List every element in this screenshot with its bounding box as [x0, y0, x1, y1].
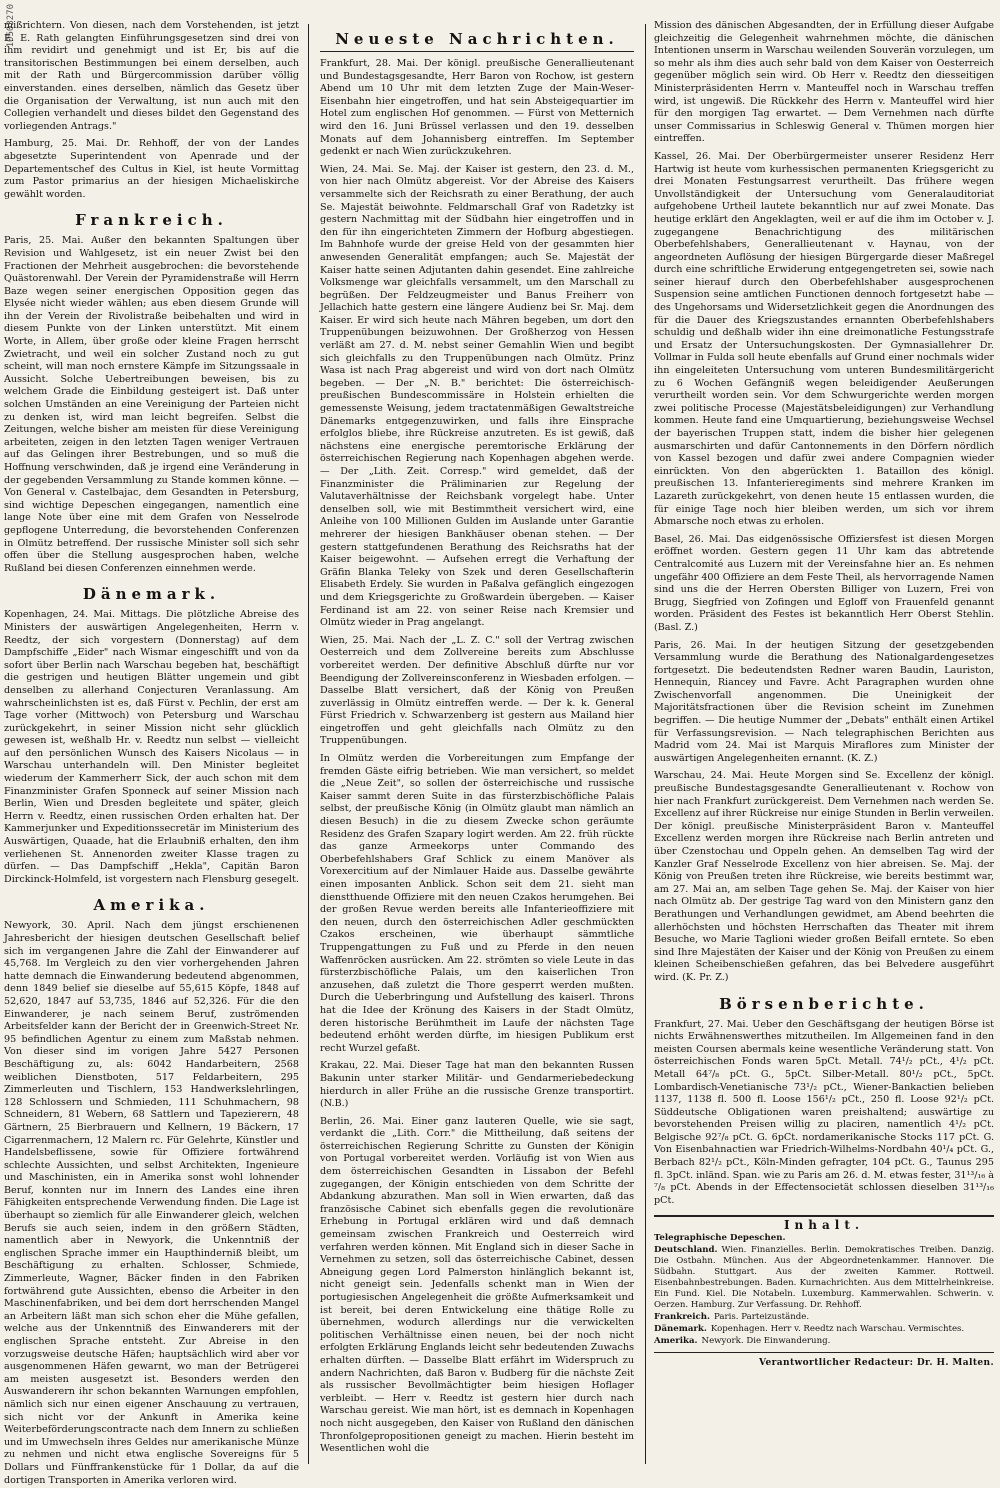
column-rule [308, 24, 309, 1464]
section-heading: Börsenberichte. [719, 994, 929, 1013]
article-paragraph: In Olmütz werden die Vorbereitungen zum Empfange der fremden Gäste eifrig betrieben. Wie man versichert, so meldet die „Neue Zeit", so sollen der österreichische und russische Kaiser sammt deren Suite in das fürsterzbischöfliche Palais selbst, der preußische König (in Olmütz glaubt man nämlich an diesen Besuch) in die zu diesem Zwecke schon geräumte Residenz des Grafen Szapary logirt werden. Am 22. früh rückte das ganze Armeekorps unter Commando des Oberbefehlshabers Graf Schlick zu einem Manöver als Vorexercitium auf der Nimlauer Haide aus. Dasselbe gewährte einen imposanten Anblick. Schon seit dem 21. sieht man dienstthuende Offiziere mit den neuen Czakos herumgehen. Bei der großen Revue werden bereits alle Infanterieoffiziere mit den neuen, durch den österreichischen Adler geschmückten Czakos erscheinen, wie überhaupt sämmtliche Truppengattungen zu Fuß und zu Pferde in den neuen Waffenröcken ausrücken. Am 22. strömten so viele Leute in das fürsterzbischöfliche Palais, um den kaiserlichen Tron anzusehen, daß zuletzt die Thore gesperrt werden mußten. Durch die Ueberbringung und Aufstellung des kaiserl. Throns hat die Idee der Krönung des Kaisers in der Stadt Olmütz, deren historische Berühmtheit im Laufe der nächsten Tage bedeutend erhöht werden dürfte, im hiesigen Publikum erst recht Wurzel gefaßt. [320, 753, 634, 1054]
section-heading: Dänemark. [82, 585, 221, 604]
article-paragraph: Basel, 26. Mai. Das eidgenössische Offiziersfest ist diesen Morgen eröffnet worden. Gestern gegen 11 Uhr kam das abtretende Centralcomité aus Luzern mit der Vereinsfahne hier an. Es nehmen ungefähr 400 Offiziere an dem Feste Theil, als hervorragende Namen sind uns die der Herren Obersten Billiger von Luzern, Frei von Brugg, Siegfried von Zofingen und Egloff von Frauenfeld genannt worden. Präsident des Festes ist bekanntlich Herr Oberst Stehlin. (Basl. Z.) [654, 533, 994, 633]
toc-section-label: Telegraphische Depeschen. [654, 1233, 786, 1244]
toc-entries: Kopenhagen. Herr v. Reedtz nach Warschau. Vermischtes. [710, 1324, 965, 1335]
article-paragraph: Frankfurt, 28. Mai. Der königl. preußische Generallieutenant und Bundestagsgesandte, Herr Baron von Rochow, ist gestern Abend um 10 Uhr mit dem letzten Zuge der Main-Weser-Eisenbahn hier eingetroffen, und hat sein Absteigequartier im Hotel zum englischen Hof genommen. — Fürst von Metternich wird den 16. Juni Brüssel verlassen und den 19. desselben Monats auf dem Johannisberg eintreffen. Im September gedenkt er nach Wien zurückzukehren. [320, 58, 634, 158]
article-paragraph: Hamburg, 25. Mai. Dr. Rehhoff, der von der Landes abgesetzte Superintendent von Apenrade und der Departementschef des Cultus in Kiel, ist heute Vormittag zum Pastor primarius an der hiesigen Michaeliskirche gewählt worden. [4, 138, 299, 200]
article-paragraph: Berlin, 26. Mai. Einer ganz lauteren Quelle, wie sie sagt, verdankt die „Lith. Corr." die Mittheilung, daß seitens der österreichischen Regierung Schritte zu Gunsten der Königin von Portugal vorbereitet werden. Vorläufig ist von Wien aus dem österreichischen Gesandten in Lissabon der Befehl zugegangen, der Königin entschieden von dem Schritte der Abdankung abzurathen. Man soll in Wien erwarten, daß das französische Cabinet sich ebenfalls gegen die revolutionäre Erhebung in Portugal erklären wird und daß demnach gemeinsam zwischen Frankreich und Oesterreich wird verfahren werden können. Mit England sich in dieser Sache in Vernehmen zu setzen, soll das österreichische Cabinet, dessen Abneigung gegen Lord Palmerston hinlänglich bekannt ist, nicht geneigt sein. Jedenfalls schenkt man in Wien der portugiesischen Angelegenheit die größte Aufmerksamkeit und ist bereit, bei deren Entwickelung eine thätige Rolle zu übernehmen, wodurch allerdings nur die verwickelten politischen Verhältnisse einen neuen, bei der noch nicht erfolgten Erklärung Englands leicht sehr bedeutenden Zuwachs erhalten dürften. — Dasselbe Blatt erfährt im Widerspruch zu andern Nachrichten, daß Baron v. Budberg für die nächste Zeit als russischer Bevollmächtigter beim hiesigen Hoflager verbleibt. — Herr v. Reedtz ist gestern hier durch nach Warschau gereist. Wie man hört, ist es demnach in Kopenhagen noch nicht ausgegeben, den Kaiser von Rußland den dänischen Thronfolgepropositionen geneigt zu machen. Hierin besteht im Wesentlichen wohl die [320, 1115, 634, 1455]
article-paragraph: Wien, 24. Mai. Se. Maj. der Kaiser ist gestern, den 23. d. M., von hier nach Olmütz abgereist. Vor der Abreise des Kaisers versammelte sich der Reichsrath zu einer Berathung, der auch Se. Majestät beiwohnte. Feldmarschall Graf von Radetzky ist gestern Nachmittag mit der Südbahn hier eingetroffen und in den für ihn eingerichteten Zimmern der Hofburg abgestiegen. Im Bahnhofe wurde der greise Held von der gesammten hier anwesenden Generalität empfangen; auch Se. Majestät der Kaiser hatte seinen Adjutanten dahin gesendet. Eine zahlreiche Volksmenge war gleichfalls versammelt, um den Marschall zu begrüßen. Der Feldzeugmeister und Banus Freiherr von Jellachich hatte gestern eine längere Audienz bei Sr. Maj. dem Kaiser. Er wird sich heute nach Mähren begeben, um dort den Truppenübungen beizuwohnen. Der Großherzog von Hessen verläßt am 27. d. M. nebst seiner Gemahlin Wien und begibt sich gleichfalls zu den Truppenübungen nach Olmütz. Prinz Wasa ist nach Prag abgereist und wird von dort nach Olmütz begeben. — Der „N. B." berichtet: Die österreichisch-preußischen Bundescommissäre in Holstein erhielten die gemessenste Weisung, jedem tractatenmäßigen Gewaltstreiche Dänemarks entgegenzuwirken, und falls ihre Einsprache erfolglos bliebe, ihre Rückreise anzutreten. Es ist gewiß, daß nächstens eine energische peremtorische Erklärung der österreichischen Regierung nach Kopenhagen abgehen werde. — Der „Lith. Zeit. Corresp." wird gemeldet, daß der Finanzminister die Präliminarien zur Regelung der Valutaverhältnisse der Reichsbank vorgelegt habe. Unter denselben soll, wie mit Bestimmtheit versichert wird, eine Anleihe von 100 Millionen Gulden im Auslande unter Garantie mehrerer der hiesigen Bankhäuser obenan stehen. — Der gestern stattgefundenen Berathung des Reichsraths hat der Kaiser beigewohnt. — Aufsehen erregt die Verhaftung der Gräfin Blanka Teleky von Szek und deren Gesellschafterin Elisabeth Erdely. Sie wurden in Paßalva gefänglich eingezogen und dem Kriegsgerichte zu Großwardein übergeben. — Kaiser Ferdinand ist am 22. von seiner Reise nach Kremsier und Olmütz wieder in Prag angelangt. [320, 163, 634, 629]
article-paragraph: Kopenhagen, 24. Mai. Mittags. Die plötzliche Abreise des Ministers der auswärtigen Angelegenheiten, Herrn v. Reedtz, der sich vorgestern (Donnerstag) auf dem Dampfschiffe „Eider" nach Wismar eingeschifft und von da sofort über Berlin nach Warschau begeben hat, beschäftigt die gestrigen und heutigen Blätter ungemein und gibt denselben zu allerhand Conjecturen Veranlassung. Am wahrscheinlichsten ist es, daß Fürst v. Pechlin, der erst am Tage vorher (Mittwoch) von Petersburg und Warschau zurückgekehrt, in seiner Mission nicht sehr glücklich gewesen ist, weßhalb Hr. v. Reedtz nun selbst — vielleicht auf den persönlichen Wunsch des Kaisers Nicolaus — in Warschau unterhandeln will. Den Minister begleitet wiederum der Kammerherr Sick, der auch schon mit dem Finanzminister Grafen Sponneck auf seiner Mission nach Berlin, Wien und Dresden begleitete und später, gleich Herrn v. Reedtz, einen russischen Orden erhalten hat. Der Kammerjunker und Expeditionssecretär im Ministerium des Auswärtigen, Quaade, hat die Erlaubniß erhalten, den ihm verliehenen St. Annenorden zweiter Klasse tragen zu dürfen. — Das Dampfschiff „Hekla", Capitän Baron Dirckinck-Holmfeld, ist vorgestern nach Flensburg gesegelt. [4, 609, 299, 885]
toc-entries: Newyork. Die Einwanderung. [701, 1336, 831, 1347]
article-paragraph: mißrichtern. Von diesen, nach dem Vorstehenden, ist jetzt E. E. Rath gelangten Einführungsgesetzen sind drei von ihm revidirt und genehmigt und ist Er, bis auf die transitorischen Bestimmungen bei einem derselben, auch mit der Rath und Bürgercommission darüber völlig einverstanden. eines derselben, nämlich das Gesetz über die Organisation der Verwaltung, ist nun auch mit den Collegien verhandelt und dieses bildet den Gegenstand des vorliegenden Antrags." [4, 20, 299, 132]
column-middle [312, 20, 642, 1458]
table-of-contents [654, 1215, 994, 1353]
article-paragraph: Newyork, 30. April. Nach dem jüngst erschienenen Jahresbericht der hiesigen deutschen Gesellschaft belief sich im vergangenen Jahre die Zahl der Einwanderer auf 45,768. Im Vergleich zu den vier vorhergehenden Jahren hatte demnach die Einwanderung bedeutend abgenommen, denn 1849 belief sie dieselbe auf 55,615 Köpfe, 1848 auf 52,620, 1847 auf 53,735, 1846 auf 52,326. Für die den Einwanderer, je nach seinem Beruf, zuströmenden Arbeitsfelder kann der Bericht der in Greenwich-Street Nr. 95 befindlichen Agentur zu einem zum Maßstab nehmen. Von dieser sind im vorigen Jahre 5427 Personen Beschäftigung zu, als: 6042 Handarbeitern, 2568 weiblichen Dienstboten, 517 Feldarbeitern, 295 Zimmerleuten und Tischlern, 153 Handwerkslehrlingen, 128 Schlossern und Schmieden, 111 Schuhmachern, 98 Schneidern, 81 Webern, 68 Sattlern und Tapezierern, 48 Gärtnern, 25 Bierbrauern und Kellnern, 19 Bäckern, 17 Cigarrenmachern, 12 Malern rc. Für Gelehrte, Künstler und Handelsbeflissene, sowie für Offiziere fortwährend schlechte Aussichten, und selbst Architekten, Ingenieure und Maschinisten, ein in Amerika sonst wohl lohnender Beruf, konnten nur im Innern des Landes eine ihren Fähigkeiten entsprechende Verwendung finden. Die Lage ist überhaupt so ziemlich für alle Einwanderer gleich, welchen Berufs sie auch seien, indem in den größern Städten, namentlich aber in Newyork, die Unkenntniß der englischen Sprache immer ein Haupthinderniß bleibt, um Beschäftigung zu erhalten. Schlosser, Schmiede, Zimmerleute, Wagner, Bäcker finden in den Fabriken fortwährend gute Aussichten, ebenso die Arbeiter in den Maschinenfabriken, und bei dem dort herrschenden Mangel an Arbeitern läßt man sich schon eher die Mühe gefallen, welche aus der Unkenntniß des Einwanderers mit der englischen Sprache entsteht. Zur Abreise in den vorzugsweise deutsche Häfen; hauptsächlich wird aber vor ausgenommenen Häfen gewarnt, wo man der Betrügerei am meisten ausgesetzt ist. Besonders werden den Auswanderern ihr schon bekannten Warnungen empfohlen, nämlich sich nur einen eigener Anschauung zu vertrauen, sich nicht vor der Ankunft in Amerika keine Weiterbeförderungscontracte nach dem Innern zu schließen und im Umwechseln ihres Geldes nur amerikanische Münze zu nehmen und nicht etwa englische Sovereigns für 5 Dollars und Fünffrankenstücke für 1 Dollar, da auf die dortigen Transporten in Amerika verloren wird. [4, 920, 299, 1486]
article-paragraph: Paris, 25. Mai. Außer den bekannten Spaltungen über Revision und Wahlgesetz, ist ein neuer Zwist bei den Fractionen der Mehrheit ausgebrochen: die bevorstehende Quästorenwahl. Der Verein der Pyramidenstraße will Herrn Baze wegen seiner energischen Opposition gegen das Elysée nicht wieder wählen; aus eben diesem Grunde will ihn der Verein der Rivolistraße beibehalten und wird in diesem Punkte von der Linken unterstützt. Mit einem Worte, in Allem, über große oder kleine Fragen herrscht Zwietracht, und weil ein solcher Zustand noch zu gut scheint, will man noch ernstere Kämpfe im Sitzungssaale in Aussicht. Solche Uebertreibungen beweisen, bis zu welchem Grade die Einbildung gesteigert ist. Daß unter solchen Umständen an eine Vereinigung der Parteien nicht zu denken ist, wird man leicht begreifen. Selbst die Zeitungen, welche bisher am meisten für diese Vereinigung arbeiteten, zeigen in den letzten Tagen weniger Vertrauen auf das Gelingen ihrer Bestrebungen, und so muß die Hoffnung verschwinden, daß je irgend eine Veränderung in der gegebenden Versammlung zu Stande kommen könne. — Von General v. Castelbajac, dem Gesandten in Petersburg, sind wichtige Depeschen eingegangen, namentlich eine lange Note über eine mit dem Grafen von Nesselrode gepflogene Unterredung, die bevorstehenden Conferenzen in Olmütz betreffend. Der russische Minister soll sich sehr offen über die Stellung ausgesprochen haben, welche Rußland bei diesen Conferenzen einnehmen werde. [4, 235, 299, 574]
article-paragraph: Mission des dänischen Abgesandten, der in Erfüllung dieser Aufgabe gleichzeitig die Gelegenheit wahrnehmen möchte, die dänischen Intentionen unserm in Warschau weilenden Souverän vorzulegen, um so mehr als ihm dies auch sehr bald von dem Kaiser von Oesterreich gegenüber möglich sein wird. Ob Herr v. Reedtz den diesseitigen Ministerpräsidenten Herrn v. Manteuffel noch in Warschau treffen wird, ist ungewiß. Die Rückkehr des Herrn v. Manteuffel wird hier für den morgigen Tag erwartet. — Dem Vernehmen nach dürfte unser Commissarius in Schleswig General v. Thümen morgen hier eintreffen. [654, 20, 994, 145]
section-heading: Amerika. [93, 896, 210, 915]
toc-section-label: Amerika. [654, 1336, 698, 1347]
section-heading: Frankreich. [75, 211, 228, 230]
article-paragraph: Wien, 25. Mai. Nach der „L. Z. C." soll der Vertrag zwischen Oesterreich und dem Zollvereine bereits zum Abschlusse vorbereitet werden. Der definitive Abschluß dürfte nur vor Beendigung der Zollvereinsconferenz in Wiesbaden erfolgen. — Dasselbe Blatt versichert, daß der König von Preußen zuverlässig in Olmütz eintreffen werde. — Der k. k. General Fürst Friedrich v. Schwarzenberg ist gestern aus Mailand hier eingetroffen und geht gleichfalls nach Olmütz zu den Truppenübungen. [320, 634, 634, 747]
toc-entries: Wien. Finanzielles. Berlin. Demokratisches Treiben. Danzig. Die Ostbahn. München. Aus der Abgeordnetenkammer. Hannover. Die Südbahn. Stuttgart. Aus der zweiten Kammer. Rottweil. Eisenbahnbestrebungen. Baden. Kurnachrichten. Aus dem Mittelrheinkreise. Ein Fund. Kiel. Die Notabeln. Luxemburg. Kammerwahlen. Schwerin. v. Oerzen. Hamburg. Zur Verfassung. Dr. Rehhoff. [654, 1245, 994, 1311]
toc-section-label: Frankreich. [654, 1312, 710, 1323]
toc-row [654, 1324, 994, 1335]
toc-row [654, 1312, 994, 1323]
article-paragraph: Warschau, 24. Mai. Heute Morgen sind Se. Excellenz der königl. preußische Bundestagsgesandte Generallieutenant v. Rochow von hier nach Frankfurt zurückgereist. Dem Vernehmen nach werden Se. Excellenz auf ihrer Rückreise nur einige Stunden in Berlin verweilen. Der königl. preußische Ministerpräsident Baron v. Manteuffel Excellenz werden morgen ihre Rückreise nach Berlin antreten und über Czenstochau und Oppeln gehen. An demselben Tag wird der Kanzler Graf Nesselrode Excellenz von hier abreisen. Se. Maj. der König von Preußen treten ihre Rückreise, wie bereits bestimmt war, am 27. Mai an, am selben Tage gehen Se. Maj. der Kaiser von hier nach Olmütz ab. Der gestrige Tag ward von den Ministern ganz den Berathungen und Verhandlungen gewidmet, am Abend beehrten die allerhöchsten und höchsten Herrschaften das Theater mit ihrem Besuche, wo Marie Taglioni wieder großen Beifall erntete. So eben sind Ihre Majestäten der Kaiser und der König von Preußen zu einem kleinen Scheibenschießen gefahren, das bei Belvedere ausgeführt wird. (K. Pr. Z.) [654, 770, 994, 983]
column-right [648, 20, 1000, 1458]
column-left [0, 20, 305, 1486]
section-heading: Neueste Nachrichten. [320, 30, 634, 52]
toc-section-label: Deutschland. [654, 1245, 718, 1256]
toc-title: Inhalt. [783, 1218, 865, 1233]
toc-row [654, 1233, 994, 1244]
toc-row [654, 1245, 994, 1311]
responsible-editor: Verantwortlicher Redacteur: Dr. H. Malten. [758, 1358, 994, 1369]
archive-id: 10503270 [6, 4, 16, 48]
article-paragraph: Paris, 26. Mai. In der heutigen Sitzung der gesetzgebenden Versammlung wurde die Berathung des Nationalgardengesetzes fortgesetzt. Die bedeutendsten Redner waren Baudin, Lauriston, Hennequin, Riancey und Favre. Acht Paragraphen wurden ohne Zwischenvorfall angenommen. Die Uneinigkeit der Majoritätsfractionen über die Revision scheint im Zunehmen begriffen. — Die heutige Nummer der „Debats" enthält einen Artikel für Verfassungsrevision. — Nach telegraphischen Berichten aus Madrid vom 24. Mai ist Marquis Miraflores zum Minister der auswärtigen Angelegenheiten ernannt. (K. Z.) [654, 639, 994, 764]
article-paragraph: Kassel, 26. Mai. Der Oberbürgermeister unserer Residenz Herr Hartwig ist heute vom kurhessischen permanenten Kriegsgericht zu drei Monaten Festungsarrest verurtheilt. Das frühere wegen Unvollständigkeit der Untersuchung vom Generalauditoriat aufgehobene Urtheil lautete bekanntlich nur auf zwei Monate. Das heutige erklärt den Angeklagten, weil er auf die ihm im October v. J. zugegangene Benachrichtigung des militärischen Oberbefehlshabers, Generallieutenant v. Haynau, von der angeordneten Auflösung der hiesigen Bürgergarde dieser Maßregel durch eine schriftliche Erwiderung entgegengetreten sei, sowie nach seiner hierauf durch den Oberbefehlshaber ausgesprochenen Suspension seine amtlichen Functionen dennoch fortgesetzt habe — des Ungehorsams und Widersetzlichkeit gegen die Anordnungen des für die Dauer des Kriegszustandes ernannten Oberbefehlshabers schuldig und deßhalb wider ihn eine dreimonatliche Festungsstrafe und Ersatz der Untersuchungskosten. Der Gymnasiallehrer Dr. Vollmar in Fulda soll heute ebenfalls auf Grund einer nochmals wider ihn eingeleiteten Untersuchung vom unteren Bundesmilitärgericht zu 6 Wochen Gefängniß wegen beleidigender Aeußerungen verurtheilt worden sein. Vor dem Schwurgerichte werden morgen zwei politische Processe (Majestätsbeleidigungen) zur Verhandlung kommen. Heute fand eine Umquartierung, beziehungsweise Wechsel der bayerischen Truppen statt, indem die bisher hier gelegenen ausmarschirten und dafür Cantonnements in den Dörfern nördlich von Kassel bezogen und dafür zwei andere Compagnien wieder einrückten. Von den abgerückten 1. Bataillon des königl. preußischen 13. Infanterieregiments sind mehrere Kranken im Lazareth zurückgekehrt, von denen heute 15 entlassen wurden, die für einige Tage noch hier bleiben werden, um sich vor ihrem Abmarsche noch etwas zu erholen. [654, 150, 994, 528]
toc-entries: Paris. Parteizustände. [713, 1312, 810, 1323]
article-paragraph: Krakau, 22. Mai. Dieser Tage hat man den bekannten Russen Bakunin unter starker Militär- und Gendarmeriebedeckung hierdurch in aller Frühe an die russische Grenze transportirt. (N.B.) [320, 1060, 634, 1110]
toc-section-label: Dänemark. [654, 1324, 707, 1335]
article-paragraph: Frankfurt, 27. Mai. Ueber den Geschäftsgang der heutigen Börse ist nichts Erwähnenswerthes mitzutheilen. Im Allgemeinen fand in den meisten Coursen abermals keine wesentliche Veränderung statt. Von österreichischen Fonds waren 5pCt. Metall. 74¹/₂ pCt., 4¹/₂ pCt. Metall 64⁷/₈ pCt. G., 5pCt. Silber-Metall. 80¹/₂ pCt., 5pCt. Lombardisch-Venetianische 73¹/₂ pCt., Wiener-Bankactien belieben 1137, 1138 fl. 500 fl. Loose 156¹/₂ pCt., 250 fl. Loose 92¹/₂ pCt. Süddeutsche Obligationen waren preishaltend; auswärtige zu bevorstehenden Preisen willig zu placiren, namentlich 4¹/₂ pCt. Belgische 92⁷/₈ pCt. G. 6pCt. nordamerikanische Stocks 117 pCt. G. Von Eisenbahnactien war Friedrich-Wilhelms-Nordbahn 40¹/₄ pCt. G., Berbach 82¹/₂ pCt., Köln-Minden gefragter, 104 pCt. G., Taunus 295 fl. 3pCt. inländ. Span. wie zu Paris am 26. d. M. etwas fester, 31¹³/₁₆ à ⁷/₈ pCt. Abends in der Effectensocietät schlossen dieselben 31¹³/₁₆ pCt. [654, 1018, 994, 1206]
toc-row [654, 1336, 994, 1347]
column-rule [645, 24, 646, 1464]
